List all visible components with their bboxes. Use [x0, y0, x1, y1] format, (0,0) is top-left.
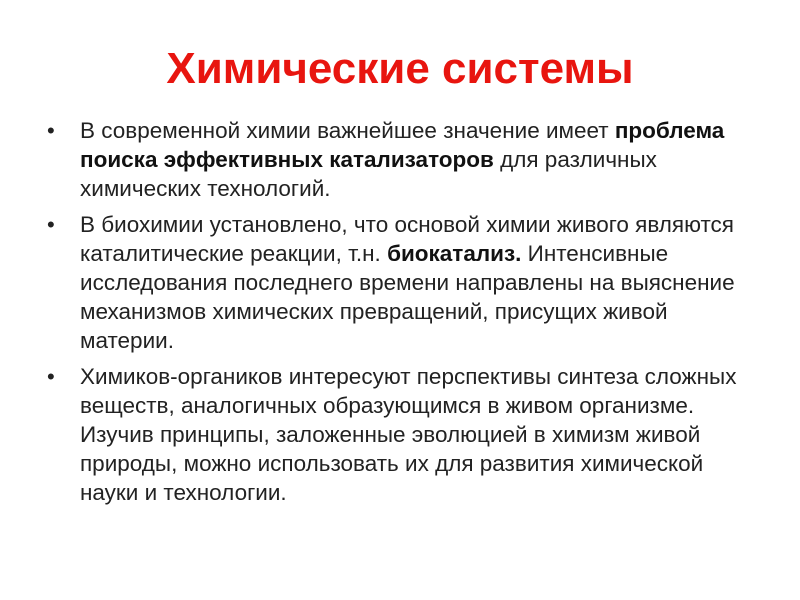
bullet-item-organic-synthesis	[0, 362, 800, 507]
bullet-emphasis: биокатализ.	[387, 241, 522, 266]
bullet-text: Интенсивные исследования последнего времени направлены на выяснение механизмов химических превращений, присущих живой материи.	[80, 241, 735, 353]
bullet-dot-icon: •	[47, 212, 55, 237]
bullet-text: Химиков-органиков интересуют перспективы синтеза сложных веществ, аналогичных образующимся в живом организме. Изучив принципы, заложенные эволюцией в химизм живой природы, можно использовать их для развития химической науки и технологии.	[80, 364, 737, 505]
bullet-text: В современной химии важнейшее значение имеет	[80, 118, 615, 143]
bullet-item-biocatalysis	[0, 210, 800, 355]
bullet-dot-icon: •	[47, 364, 55, 389]
bullet-text: для различных химических технологий.	[80, 147, 657, 201]
slide-title: Химические системы	[166, 44, 634, 93]
bullet-text: В биохимии установлено, что основой химии живого являются каталитические реакции, т.н.	[80, 212, 734, 266]
bullet-dot-icon: •	[47, 118, 55, 143]
bullet-item-catalysts	[0, 116, 800, 203]
bullet-list	[0, 116, 800, 514]
bullet-emphasis: проблема поиска эффективных катализаторов	[80, 118, 725, 172]
